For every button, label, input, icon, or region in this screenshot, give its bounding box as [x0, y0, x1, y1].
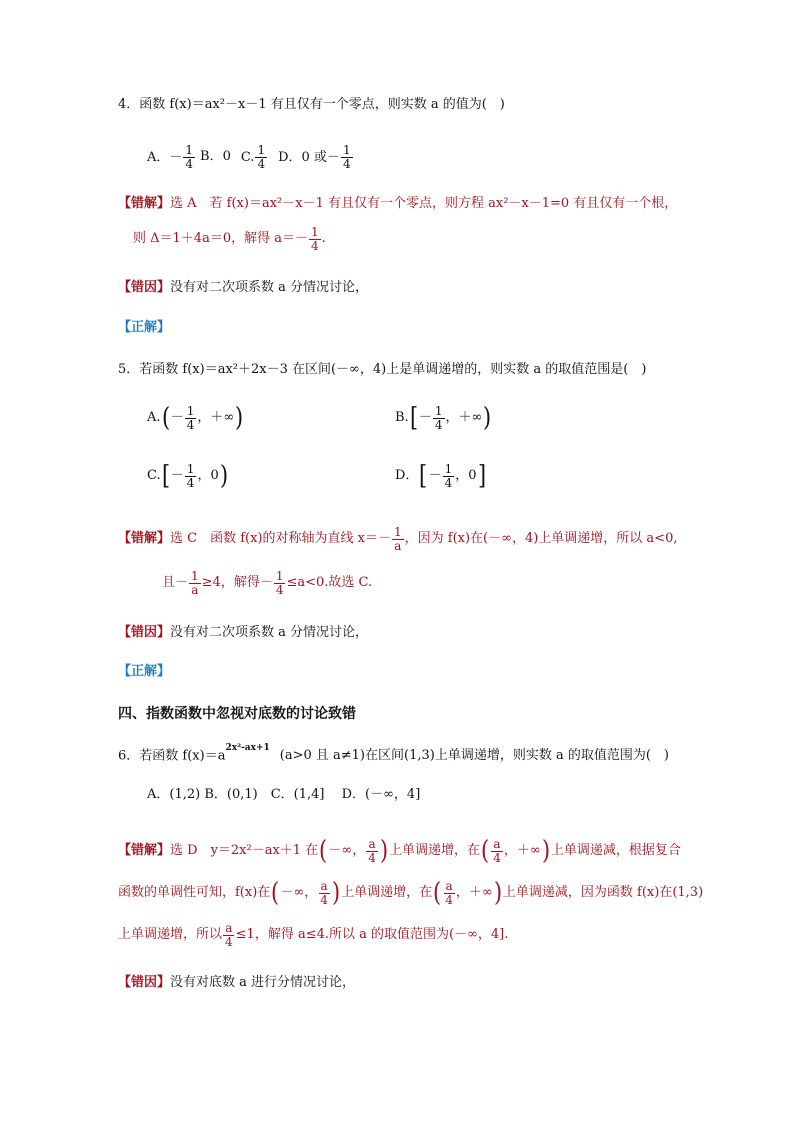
q4-option-a: A．－ $\frac{1}{4}$	[147, 142, 194, 171]
q5-error-cause: 【错因】没有对二次项系数 a 分情况讨论，	[118, 625, 369, 640]
q4-correct-solution-tag: 【正解】	[118, 320, 171, 335]
q5-option-c: C. [ － $\frac{1}{4}$ ，0 )	[147, 461, 228, 491]
q6-error-solution: 【错解】 选 D y＝2x²－ax＋1 在 ( －∞， $\frac{a}{4}$ ) 上单调递增，在 ( $\frac{a}{4}$ ，＋∞ ) 上单调递减，根据复合	[118, 836, 681, 866]
q4-option-c: C. $\frac{1}{4}$	[240, 142, 266, 171]
q5-error-solution: 【错解】 选 C 函数 f(x)的对称轴为直线 x＝－ $\frac{1}{a}$ ，因为 f(x)在(－∞，4)上单调递增，所以 a<0,	[118, 524, 678, 553]
section-heading: 四、指数函数中忽视对底数的讨论致错	[118, 706, 356, 722]
q5-option-b: B. [ － $\frac{1}{4}$ ，＋∞ )	[395, 403, 492, 433]
q4-error-cause: 【错因】没有对二次项系数 a 分情况讨论，	[118, 280, 369, 295]
q6-options: A．(1,2) B．(0,1) C．(1,4] D．(－∞，4]	[147, 787, 421, 802]
q5-option-d: D． [ － $\frac{1}{4}$ ，0 ]	[395, 461, 486, 491]
error-tag: 【错解】	[118, 843, 171, 858]
q6-stem: 6．若函数 $f(x)=a^{2x^2-ax+1}(a>0$ 且 a≠1)在区间(1,3)上单调递增，则实数 a 的取值范围为( )	[118, 743, 669, 764]
q5-stem: 5．若函数 f(x)＝ax²＋2x－3 在区间(－∞，4)上是单调递增的，则实数 a 的取值范围是( )	[118, 362, 647, 377]
q4-option-b: B．0	[200, 149, 231, 164]
cause-tag: 【错因】	[118, 975, 171, 990]
q6-error-line3: 上单调递增，所以 $\frac{a}{4}$ ≤1，解得 a≤4.所以 a 的取值范围为(－∞，4].	[118, 920, 509, 949]
q6-error-cause: 【错因】没有对底数 a 进行分情况讨论，	[118, 975, 356, 990]
error-tag: 【错解】	[118, 531, 171, 546]
q5-error-line2: 且－ $\frac{1}{a}$ ≥4，解得－ $\frac{1}{4}$ ≤a<0.故选 C.	[162, 568, 373, 597]
q5-correct-solution-tag: 【正解】	[118, 664, 171, 679]
q5-option-a: A. ( － $\frac{1}{4}$ ，＋∞ )	[147, 403, 244, 433]
cause-tag: 【错因】	[118, 625, 171, 640]
q4-options	[147, 140, 354, 174]
q6-error-line2: 函数的单调性可知，f(x)在 ( －∞， $\frac{a}{4}$ ) 上单调递增，在 ( $\frac{a}{4}$ ，＋∞ ) 上单调递减，因为函数 f(x)在(1,3)	[118, 878, 704, 908]
error-tag: 【错解】	[118, 196, 171, 211]
q4-option-d: D．0 或－ $\frac{1}{4}$	[278, 142, 351, 171]
q4-error-solution: 【错解】选 A 若 f(x)＝ax²－x－1 有且仅有一个零点，则方程 ax²－x－1=0 有且仅有一个根，	[118, 196, 678, 211]
q4-stem: 4．函数 f(x)＝ax²－x－1 有且仅有一个零点，则实数 a 的值为( )	[118, 97, 505, 112]
cause-tag: 【错因】	[118, 280, 171, 295]
q4-error-line2: 则 Δ＝1＋4a＝0，解得 a＝－ $\frac{1}{4}$ .	[133, 224, 326, 253]
